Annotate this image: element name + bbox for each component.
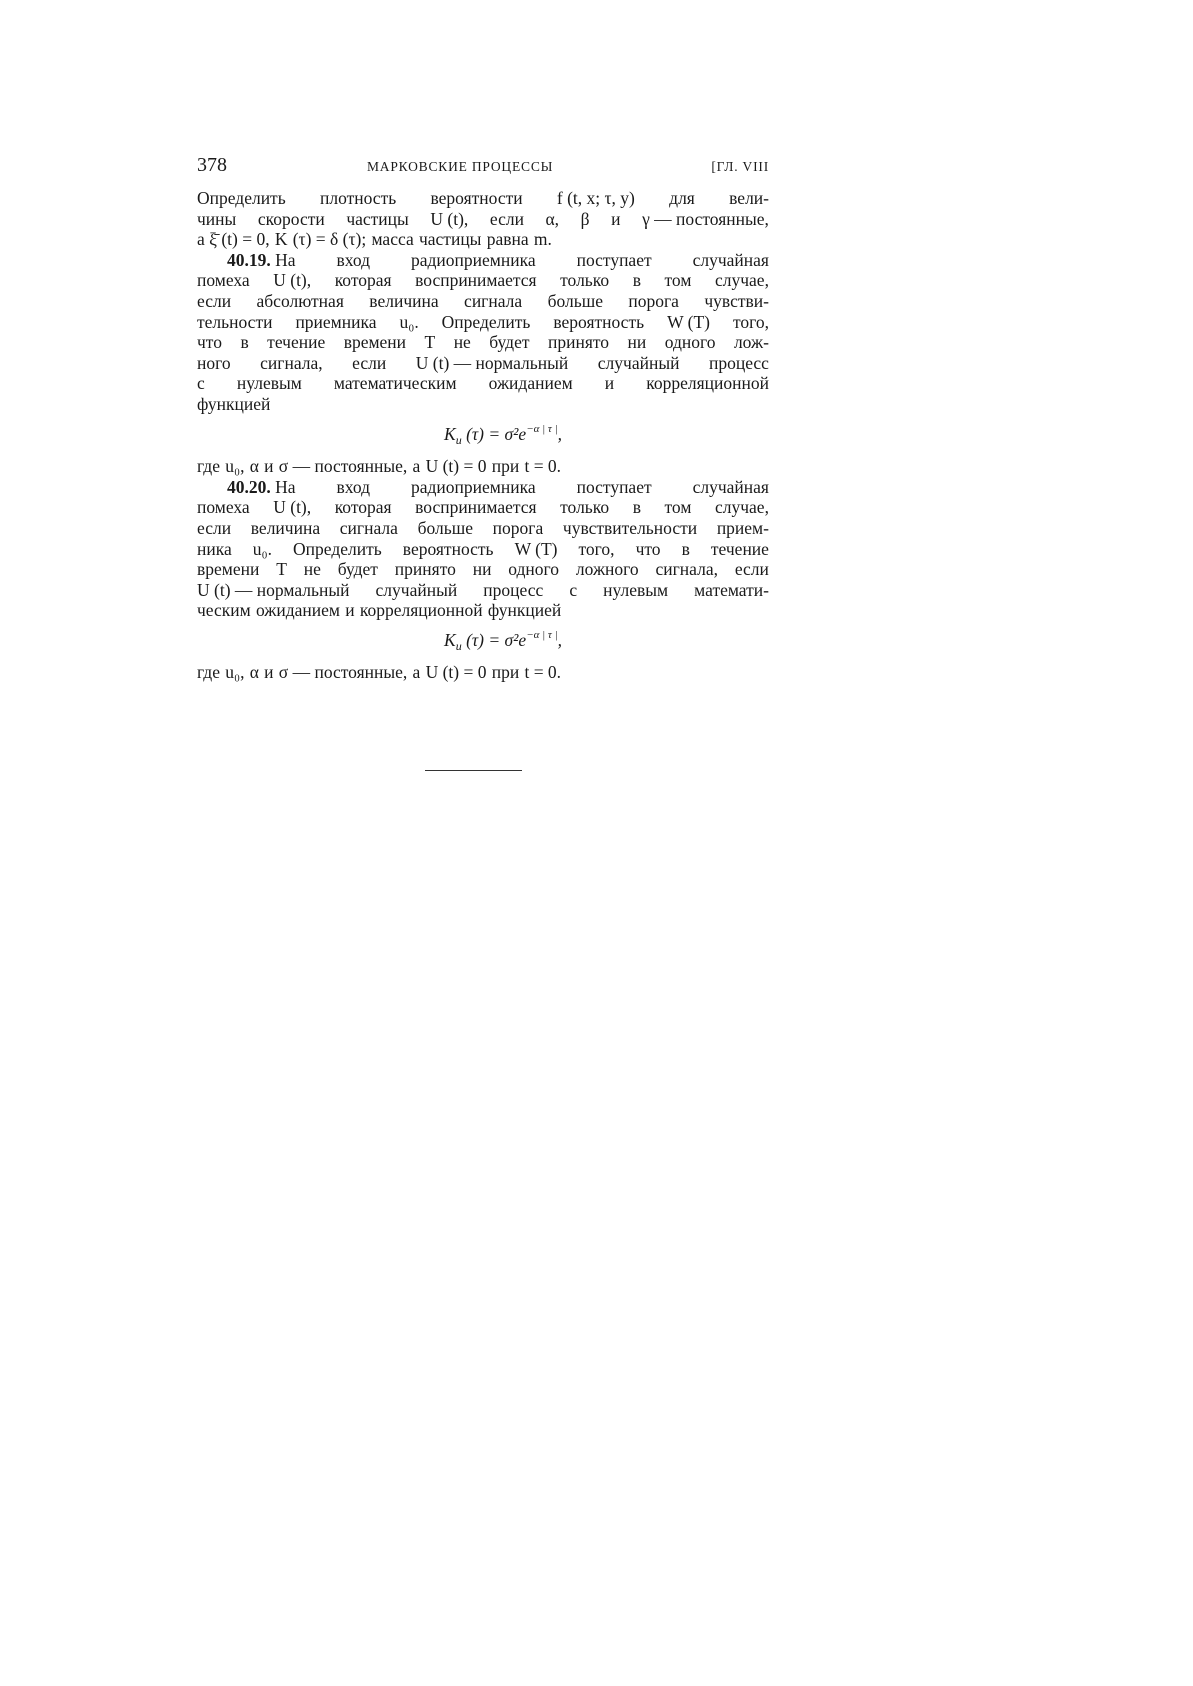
word: корреляционной <box>646 373 769 394</box>
word: течение <box>267 332 326 353</box>
text-line <box>197 456 769 477</box>
word: K <box>274 229 288 250</box>
formula-exponent: −α | τ | <box>526 628 558 641</box>
formula-lhs: K <box>444 629 456 650</box>
word: а ξ̄ (t) = 0, <box>197 229 270 250</box>
word: чины <box>197 208 237 229</box>
word: которая <box>334 497 392 518</box>
text-line <box>197 250 769 271</box>
word: а <box>412 456 421 477</box>
formula-lhs-sub: u <box>455 432 462 447</box>
word: если <box>489 208 524 229</box>
word: помеха <box>197 270 250 291</box>
word: будет <box>489 332 530 353</box>
word: T <box>424 332 436 353</box>
text-line <box>197 394 769 415</box>
word: при <box>491 662 520 683</box>
word: частицы <box>418 229 482 250</box>
word: радиоприемника <box>411 476 536 497</box>
word: где <box>197 456 220 477</box>
word: случайный <box>597 352 680 373</box>
word: если <box>352 352 387 373</box>
word: одного <box>508 559 560 580</box>
word: вход <box>336 476 371 497</box>
word: одного <box>664 332 716 353</box>
text-line <box>197 229 769 250</box>
word: будет <box>337 559 378 580</box>
word: сигнала <box>464 290 523 311</box>
text-line <box>197 209 769 230</box>
text-line <box>197 518 769 539</box>
end-rule <box>425 770 522 771</box>
word: времени <box>197 559 260 580</box>
word: что <box>197 332 222 353</box>
word: σ — постоянные, <box>278 662 408 683</box>
formula-middle: (τ) = σ²e <box>461 423 527 444</box>
word: воспринимается <box>415 270 537 291</box>
word: вход <box>336 249 371 270</box>
word: скорости <box>257 208 325 229</box>
word: течение <box>710 538 769 559</box>
word: только <box>560 270 610 291</box>
word: ного <box>197 352 231 373</box>
word: что <box>635 538 661 559</box>
word: u₀. <box>399 311 419 332</box>
formula-end: , <box>557 629 562 650</box>
word: β <box>580 208 590 229</box>
word: в <box>632 497 641 518</box>
word: чувствительности <box>562 517 698 538</box>
text-line <box>197 497 769 518</box>
correlation-formula <box>197 419 769 451</box>
word: t = 0. <box>524 456 562 477</box>
word: сигнала, <box>655 559 718 580</box>
word: f (t, x; τ, y) <box>556 188 635 208</box>
word: в <box>240 332 249 353</box>
word: помеха <box>197 497 250 518</box>
correlation-formula <box>197 625 769 657</box>
word: вероятность <box>553 311 645 332</box>
word: случайный <box>375 579 458 600</box>
page-number: 378 <box>197 154 227 176</box>
word: с <box>197 373 205 394</box>
word: m. <box>533 229 552 250</box>
word: и <box>264 456 274 477</box>
word: больше <box>547 290 603 311</box>
word: ожиданием <box>255 600 340 621</box>
word: поступает <box>576 476 652 497</box>
text-line <box>197 270 769 291</box>
text-line <box>197 539 769 560</box>
word: принято <box>547 332 610 353</box>
word: того, <box>732 311 769 332</box>
problem-40-19 <box>197 250 769 477</box>
word: На <box>270 476 296 497</box>
word: U (t), <box>430 208 469 229</box>
word: W (T) <box>667 311 710 332</box>
word: величина <box>369 290 439 311</box>
word: U (t) = 0 <box>425 456 487 477</box>
word: и <box>345 600 355 621</box>
word: сигнала <box>339 517 398 538</box>
word: равна <box>486 229 529 250</box>
word: ложного <box>575 559 639 580</box>
word: принято <box>394 559 456 580</box>
problem-40-20 <box>197 477 769 683</box>
word: порога <box>628 290 679 311</box>
word: абсолютная <box>256 290 344 311</box>
word: u₀, <box>225 662 245 683</box>
word <box>227 477 296 498</box>
intro-paragraph <box>197 188 769 250</box>
formula-lhs-sub: u <box>455 638 462 653</box>
word: и <box>604 373 615 394</box>
problem-number: 40.20. <box>227 476 271 497</box>
word: Определить <box>293 538 382 559</box>
text-line <box>197 353 769 374</box>
word: α <box>249 456 259 477</box>
text-line <box>197 559 769 580</box>
word: t = 0. <box>524 662 562 683</box>
text-line <box>197 332 769 353</box>
word: том <box>664 497 692 518</box>
word: вероятности <box>430 188 523 208</box>
word: ни <box>472 559 492 580</box>
text-line <box>197 373 769 394</box>
formula-lhs: K <box>444 423 456 444</box>
formula-middle: (τ) = σ²e <box>461 629 527 650</box>
word: том <box>664 270 692 291</box>
word: ника <box>197 538 232 559</box>
word: если <box>197 290 232 311</box>
word: T <box>276 559 287 580</box>
word: σ — постоянные, <box>278 456 408 477</box>
word: прием- <box>716 517 769 538</box>
page-body <box>197 188 769 683</box>
word: процесс <box>483 579 544 600</box>
word: U (t) — нормальный <box>415 352 569 373</box>
word: случайная <box>692 476 769 497</box>
word: и <box>611 208 621 229</box>
word: порога <box>492 517 544 538</box>
text-line <box>197 580 769 601</box>
word: функцией <box>197 393 271 414</box>
chapter-label: [ГЛ. VIII <box>711 159 769 174</box>
word: ожиданием <box>488 373 573 394</box>
word: и <box>264 662 274 683</box>
word: тельности <box>197 311 273 332</box>
word: γ — постоянные, <box>642 208 769 229</box>
book-page <box>197 154 769 683</box>
word: больше <box>417 517 473 538</box>
word: в <box>681 538 690 559</box>
word: ческим <box>197 600 251 621</box>
word: u₀, <box>225 456 245 477</box>
word: U (t) = 0 <box>425 662 487 683</box>
word: поступает <box>576 249 652 270</box>
word: для <box>669 188 695 208</box>
word: U (t), <box>273 270 312 291</box>
word: частицы <box>346 208 409 229</box>
word: не <box>453 332 471 353</box>
word: где <box>197 662 220 683</box>
word: U (t) — нормальный <box>197 579 350 600</box>
word: лож- <box>733 332 769 353</box>
running-title: МАРКОВСКИЕ ПРОЦЕССЫ <box>367 159 554 174</box>
word: если <box>734 559 769 580</box>
word: масса <box>371 229 414 250</box>
word: воспринимается <box>415 497 537 518</box>
word: u₀. <box>252 538 273 559</box>
word: Определить <box>197 188 286 208</box>
word: функцией <box>487 600 562 621</box>
word: процесс <box>708 352 769 373</box>
word: Определить <box>441 311 531 332</box>
text-line <box>197 312 769 333</box>
text-line <box>197 600 769 621</box>
page-header <box>197 154 769 182</box>
word: приемника <box>295 311 377 332</box>
word: вероятность <box>402 538 494 559</box>
word: α <box>249 662 259 683</box>
word: плотность <box>319 188 397 208</box>
word: чувстви- <box>704 290 769 311</box>
word: корреляционной <box>359 600 483 621</box>
word: вели- <box>729 188 769 208</box>
word: которая <box>334 270 392 291</box>
word <box>227 250 296 271</box>
word: α, <box>545 208 560 229</box>
word: U (t), <box>273 497 312 518</box>
word: только <box>560 497 610 518</box>
word: случае, <box>714 270 769 291</box>
word: математи- <box>694 579 769 600</box>
word: (τ) = δ (τ); <box>292 229 367 250</box>
word: радиоприемника <box>411 249 536 270</box>
text-line <box>197 477 769 498</box>
word: не <box>303 559 321 580</box>
word: того, <box>578 538 615 559</box>
problem-number: 40.19. <box>227 249 271 270</box>
word: W (T) <box>514 538 558 559</box>
word: случайная <box>692 249 769 270</box>
word: сигнала, <box>260 352 323 373</box>
word: ни <box>627 332 647 353</box>
word: если <box>197 517 232 538</box>
text-line <box>197 291 769 312</box>
word: в <box>632 270 641 291</box>
word: с <box>569 579 578 600</box>
word: На <box>270 249 296 270</box>
word: при <box>491 456 520 477</box>
word: нулевым <box>603 579 669 600</box>
word: нулевым <box>236 373 302 394</box>
word: времени <box>343 332 407 353</box>
formula-end: , <box>557 423 562 444</box>
formula-exponent: −α | τ | <box>526 422 558 435</box>
word: случае, <box>714 497 769 518</box>
text-line <box>197 188 769 209</box>
word: величина <box>250 517 321 538</box>
word: а <box>412 662 421 683</box>
word: математическим <box>333 373 457 394</box>
text-line <box>197 662 769 683</box>
